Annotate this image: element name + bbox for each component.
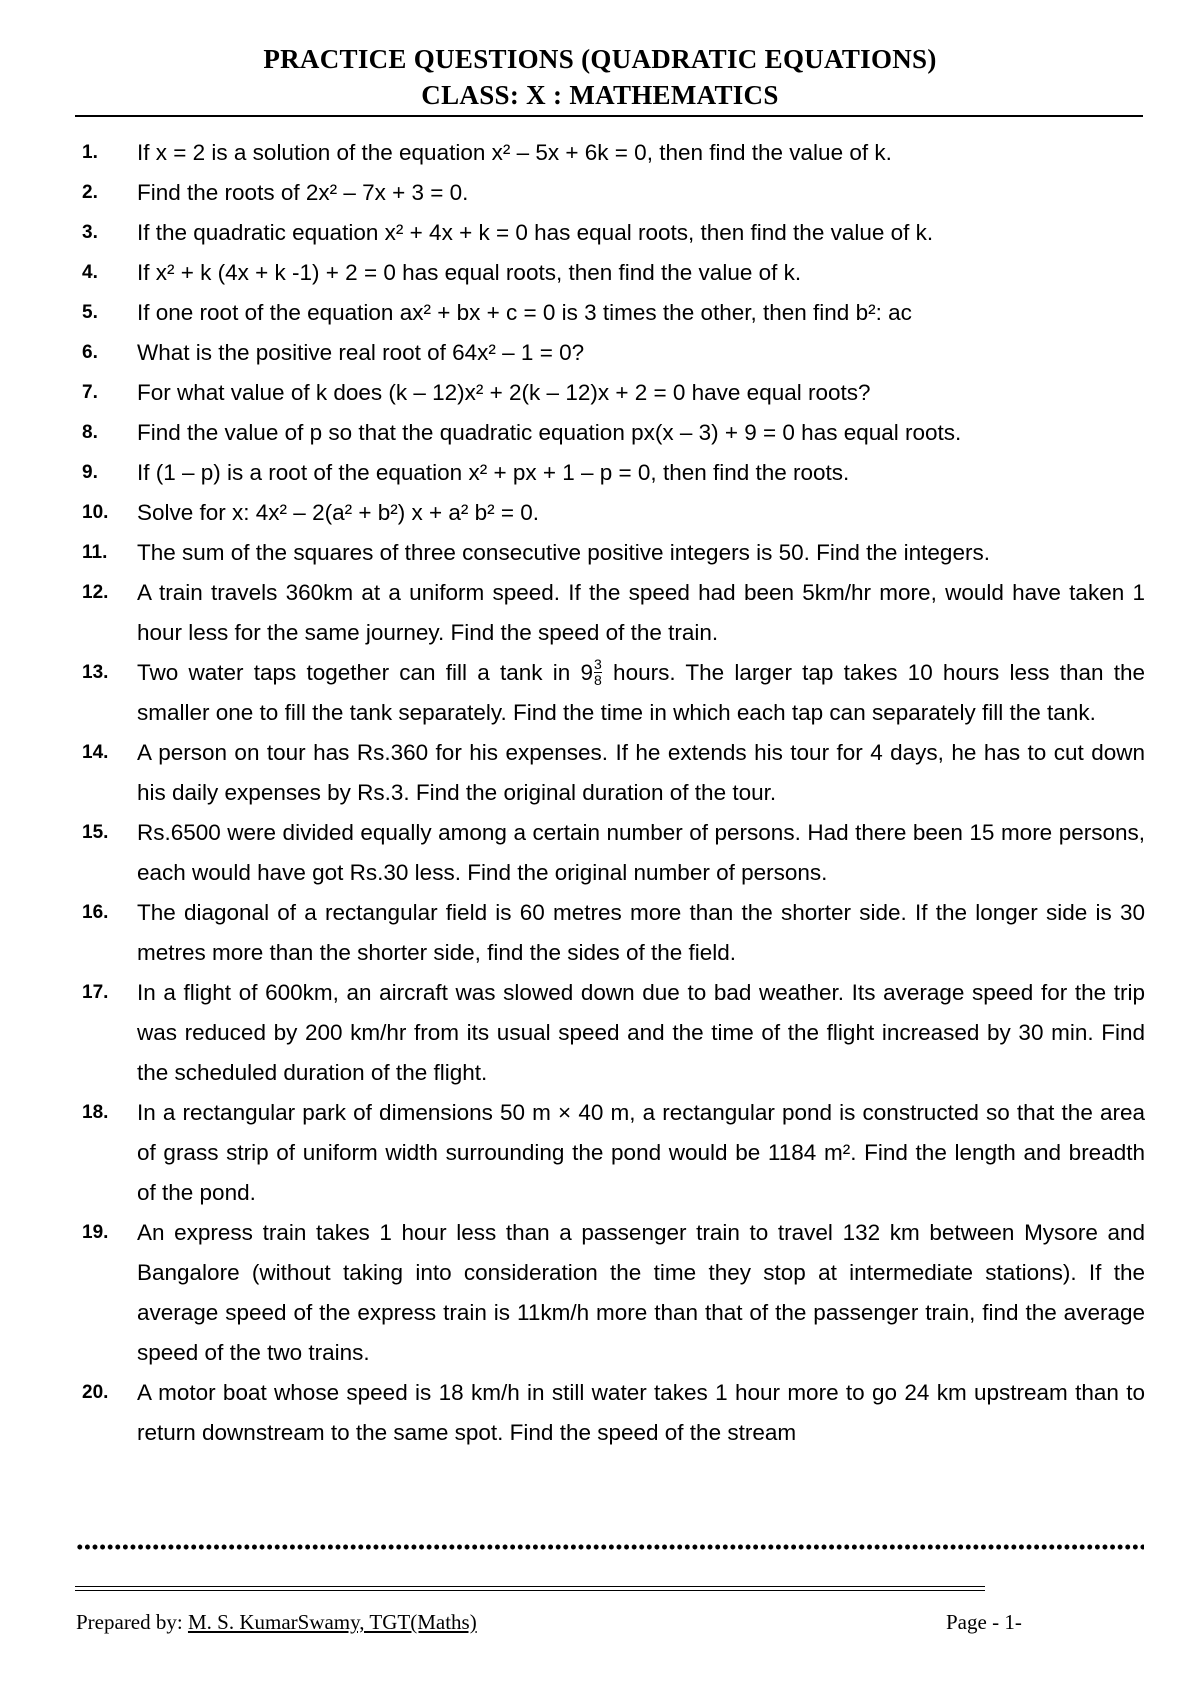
question-item (82, 453, 1145, 493)
question-text (137, 653, 1145, 733)
question-number: 8. (82, 422, 98, 443)
question-text: The sum of the squares of three consecutive positive integers is 50. Find the integers. (137, 540, 990, 565)
question-text-part: hours. The larger tap takes 10 hours less than the smaller one to fill the tank separately. Find the time in which each tap can separately fill the tank. (137, 660, 1145, 725)
question-item (82, 493, 1145, 533)
question-text: The diagonal of a rectangular field is 60 metres more than the shorter side. If the longer side is 30 metres more than the shorter side, find the sides of the field. (137, 900, 1145, 965)
question-item (82, 813, 1145, 893)
question-text-part: Two water taps together can fill a tank in 9 (137, 660, 594, 685)
question-number: 15. (82, 822, 109, 843)
question-text: A motor boat whose speed is 18 km/h in still water takes 1 hour more to go 24 km upstream than to return downstream to the same spot. Find the speed of the stream (137, 1380, 1145, 1445)
question-text: For what value of k does (k – 12)x² + 2(k – 12)x + 2 = 0 have equal roots? (137, 380, 871, 405)
page-number: Page - 1- (946, 1610, 1022, 1634)
question-number: 7. (82, 382, 98, 403)
question-number: 17. (82, 982, 109, 1003)
question-number: 14. (82, 742, 109, 763)
question-item (82, 373, 1145, 413)
question-number: 9. (82, 462, 98, 483)
question-text: Find the value of p so that the quadratic equation px(x – 3) + 9 = 0 has equal roots. (137, 420, 962, 445)
question-list (82, 133, 1145, 1453)
question-number: 5. (82, 302, 98, 323)
question-item (82, 733, 1145, 813)
question-text: In a flight of 600km, an aircraft was slowed down due to bad weather. Its average speed for the trip was reduced by 200 km/hr from its usual speed and the time of the flight increased by 30 min. Find the scheduled duration of the flight. (137, 980, 1145, 1085)
question-item (82, 653, 1145, 733)
question-number: 4. (82, 262, 98, 283)
question-text: Solve for x: 4x² – 2(a² + b²) x + a² b² = 0. (137, 500, 540, 525)
question-text: A train travels 360km at a uniform speed. If the speed had been 5km/hr more, would have taken 1 hour less for the same journey. Find the speed of the train. (137, 580, 1145, 645)
question-text: In a rectangular park of dimensions 50 m × 40 m, a rectangular pond is constructed so that the area of grass strip of uniform width surrounding the pond would be 1184 m². Find the length and breadth of the pond. (137, 1100, 1145, 1205)
question-number: 13. (82, 662, 109, 683)
question-number: 1. (82, 142, 98, 163)
question-number: 2. (82, 182, 98, 203)
question-number: 11. (82, 542, 108, 563)
question-item (82, 213, 1145, 253)
question-item (82, 533, 1145, 573)
question-number: 6. (82, 342, 98, 363)
question-item (82, 1213, 1145, 1373)
fraction (594, 657, 602, 688)
question-item (82, 1373, 1145, 1453)
question-text: If x² + k (4x + k -1) + 2 = 0 has equal roots, then find the value of k. (137, 260, 802, 285)
question-item (82, 173, 1145, 213)
question-text: A person on tour has Rs.360 for his expenses. If he extends his tour for 4 days, he has to cut down his daily expenses by Rs.3. Find the original duration of the tour. (137, 740, 1145, 805)
fraction-denominator: 8 (594, 671, 602, 688)
question-number: 16. (82, 902, 109, 923)
question-item (82, 573, 1145, 653)
question-text: Find the roots of 2x² – 7x + 3 = 0. (137, 180, 469, 205)
footer-credit (76, 1610, 477, 1635)
question-text: If the quadratic equation x² + 4x + k = 0 has equal roots, then find the value of k. (137, 220, 934, 245)
question-item (82, 333, 1145, 373)
question-item (82, 973, 1145, 1093)
footer-prepared-label: Prepared by: (76, 1610, 188, 1634)
footer-rule (75, 1590, 985, 1591)
question-item (82, 413, 1145, 453)
question-item (82, 133, 1145, 173)
question-item (82, 893, 1145, 973)
question-number: 10. (82, 502, 109, 523)
question-number: 18. (82, 1102, 109, 1123)
question-text: If one root of the equation ax² + bx + c = 0 is 3 times the other, then find b²: ac (137, 300, 912, 325)
question-item (82, 293, 1145, 333)
question-text: Rs.6500 were divided equally among a certain number of persons. Had there been 15 more persons, each would have got Rs.30 less. Find the original number of persons. (137, 820, 1145, 885)
footer-author: M. S. KumarSwamy, TGT(Maths) (187, 1610, 477, 1634)
page-subtitle: CLASS: X : MATHEMATICS (421, 80, 779, 110)
header-rule (75, 115, 1143, 117)
page-title: PRACTICE QUESTIONS (QUADRATIC EQUATIONS) (263, 44, 937, 74)
question-number: 12. (82, 582, 109, 603)
question-text: An express train takes 1 hour less than a passenger train to travel 132 km between Mysore and Bangalore (without taking into consideration the time they stop at intermediate stations). If the average speed of the express train is 11km/h more than that of the passenger train, find the average speed of the two trains. (137, 1220, 1145, 1365)
question-number: 20. (82, 1382, 109, 1403)
question-number: 19. (82, 1222, 109, 1243)
question-item (82, 253, 1145, 293)
fraction-numerator: 3 (594, 655, 602, 672)
question-item (82, 1093, 1145, 1213)
footer-rule (75, 1586, 985, 1587)
question-text: What is the positive real root of 64x² – 1 = 0? (137, 340, 585, 365)
question-text: If (1 – p) is a root of the equation x² + px + 1 – p = 0, then find the roots. (137, 460, 850, 485)
question-text: If x = 2 is a solution of the equation x² – 5x + 6k = 0, then find the value of k. (137, 140, 892, 165)
question-number: 3. (82, 222, 98, 243)
dotted-separator (76, 1544, 1144, 1550)
